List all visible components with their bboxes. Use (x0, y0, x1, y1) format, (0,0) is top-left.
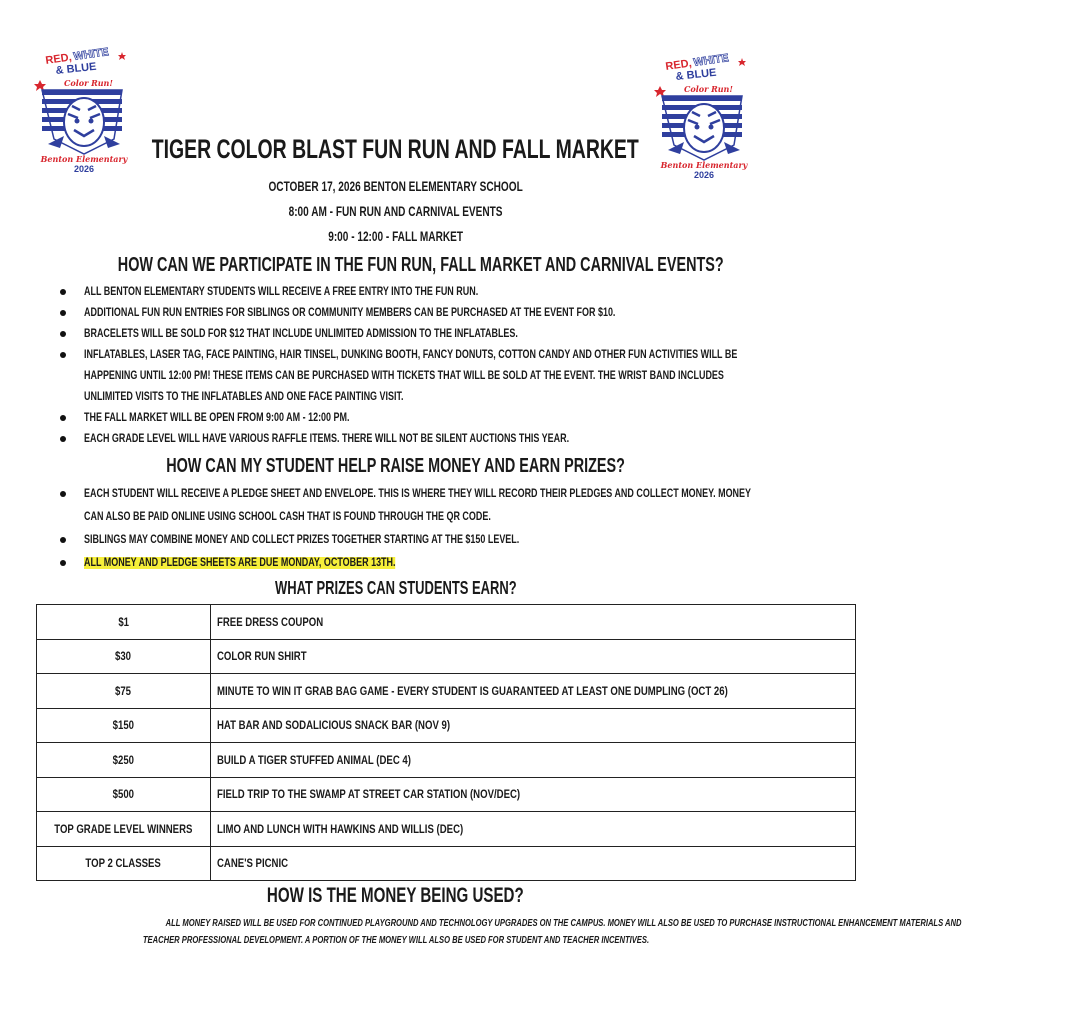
prize-amount: $30 (115, 649, 132, 664)
bullet-icon (60, 310, 66, 316)
prize-description: FREE DRESS COUPON (216, 614, 323, 629)
prize-amount: $150 (112, 718, 135, 733)
table-row (37, 812, 856, 847)
list-item: ADDITIONAL FUN RUN ENTRIES FOR SIBLINGS OR COMMUNITY MEMBERS CAN BE PURCHASED AT THE EVENT FOR $10. (58, 303, 758, 324)
money-description (40, 915, 962, 949)
prize-description-cell (210, 708, 855, 743)
svg-text:WHITE: WHITE (72, 46, 110, 63)
svg-text:Benton Elementary: Benton Elementary (40, 154, 128, 164)
prize-amount-cell (37, 812, 211, 847)
list-item: BRACELETS WILL BE SOLD FOR $12 THAT INCLUDE UNLIMITED ADMISSION TO THE INFLATABLES. (58, 324, 758, 345)
svg-text:WHITE: WHITE (692, 52, 730, 69)
fun-run-time: 8:00 AM - FUN RUN AND CARNIVAL EVENTS (288, 203, 503, 219)
prize-description-cell (210, 639, 855, 674)
participate-heading: HOW CAN WE PARTICIPATE IN THE FUN RUN, FALL MARKET AND CARNIVAL EVENTS? (117, 254, 724, 276)
money-heading: HOW IS THE MONEY BEING USED? (267, 884, 524, 907)
table-row (37, 777, 856, 812)
fall-market-time: 9:00 - 12:00 - FALL MARKET (328, 228, 463, 244)
prize-description-cell (210, 777, 855, 812)
prize-description: MINUTE TO WIN IT GRAB BAG GAME - EVERY STUDENT IS GUARANTEED AT LEAST ONE DUMPLING (OCT 26) (216, 683, 728, 698)
table-row (37, 639, 856, 674)
bullet-icon (60, 491, 66, 497)
raise-money-list (58, 483, 758, 575)
prize-description: COLOR RUN SHIRT (216, 649, 307, 664)
money-heading-wrap (0, 884, 791, 908)
event-date: OCTOBER 17, 2026 BENTON ELEMENTARY SCHOOL (268, 178, 523, 194)
svg-text:2026: 2026 (73, 164, 95, 174)
prizes-table-body (37, 605, 856, 881)
bullet-icon (60, 331, 66, 337)
prize-amount-cell (37, 777, 211, 812)
event-date-wrap (0, 178, 791, 194)
svg-text:RED,: RED, (664, 57, 693, 73)
svg-text:& BLUE: & BLUE (675, 66, 718, 83)
bullet-icon (60, 352, 66, 358)
raise-money-heading-wrap (0, 455, 791, 478)
bullet-icon (60, 289, 66, 295)
list-item (58, 552, 758, 575)
money-description-line1: ALL MONEY RAISED WILL BE USED FOR CONTINUED PLAYGROUND AND TECHNOLOGY UPGRADES ON THE CAMPUS. MONEY WILL ALSO BE USED TO PURCHASE INSTRUCTIONAL ENHANCEMENT MATERIALS AND (165, 918, 962, 929)
prize-amount: $75 (115, 683, 132, 698)
list-item: EACH STUDENT WILL RECEIVE A PLEDGE SHEET AND ENVELOPE. THIS IS WHERE THEY WILL RECORD THEIR PLEDGES AND COLLECT MONEY. MONEY CAN ALSO BE PAID ONLINE USING SCHOOL CASH THAT IS FOUND THROUGH THE QR CODE. (58, 483, 758, 529)
table-row (37, 743, 856, 778)
page-title-wrap (0, 134, 791, 165)
svg-text:2026: 2026 (693, 170, 715, 180)
list-item: SIBLINGS MAY COMBINE MONEY AND COLLECT PRIZES TOGETHER STARTING AT THE $150 LEVEL. (58, 529, 758, 552)
prize-description: HAT BAR AND SODALICIOUS SNACK BAR (NOV 9) (216, 718, 450, 733)
page-title: TIGER COLOR BLAST FUN RUN AND FALL MARKET (151, 134, 640, 164)
table-row (37, 605, 856, 640)
table-row (37, 846, 856, 881)
svg-text:Color Run!: Color Run! (684, 84, 733, 94)
bullet-icon (60, 537, 66, 543)
prize-amount-cell (37, 639, 211, 674)
prizes-heading-wrap (0, 578, 791, 599)
table-row (37, 674, 856, 709)
prize-amount: TOP GRADE LEVEL WINNERS (54, 821, 193, 836)
prize-amount-cell (37, 605, 211, 640)
prize-description: CANE'S PICNIC (216, 856, 288, 871)
prize-description-cell (210, 743, 855, 778)
prize-amount-cell (37, 743, 211, 778)
prize-amount: $1 (118, 614, 129, 629)
bullet-icon (60, 560, 66, 566)
list-item: EACH GRADE LEVEL WILL HAVE VARIOUS RAFFLE ITEMS. THERE WILL NOT BE SILENT AUCTIONS THIS YEAR. (58, 429, 758, 450)
bullet-icon (60, 436, 66, 442)
prize-amount-cell (37, 674, 211, 709)
prize-amount: $500 (112, 787, 135, 802)
prize-description: FIELD TRIP TO THE SWAMP AT STREET CAR STATION (NOV/DEC) (216, 787, 520, 802)
prize-amount: TOP 2 CLASSES (85, 856, 162, 871)
raise-money-heading: HOW CAN MY STUDENT HELP RAISE MONEY AND EARN PRIZES? (166, 455, 625, 477)
fall-market-time-wrap (0, 228, 791, 244)
prizes-heading: WHAT PRIZES CAN STUDENTS EARN? (274, 578, 517, 598)
svg-text:RED,: RED, (44, 51, 73, 67)
money-description-line2: TEACHER PROFESSIONAL DEVELOPMENT. A PORTION OF THE MONEY WILL ALSO BE USED FOR STUDENT AND TEACHER INCENTIVES. (142, 935, 649, 946)
svg-text:& BLUE: & BLUE (55, 60, 98, 77)
table-row (37, 708, 856, 743)
bullet-icon (60, 415, 66, 421)
list-item: INFLATABLES, LASER TAG, FACE PAINTING, HAIR TINSEL, DUNKING BOOTH, FANCY DONUTS, COTTON CANDY AND OTHER FUN ACTIVITIES WILL BE HAPPENING UNTIL 12:00 PM! THESE ITEMS CAN BE PURCHASED WITH TICKETS THAT WILL BE SOLD AT THE EVENT. THE WRIST BAND INCLUDES UNLIMITED VISITS TO THE INFLATABLES AND ONE FACE PAINTING VISIT. (58, 345, 758, 408)
participate-list (58, 282, 758, 450)
prize-amount-cell (37, 708, 211, 743)
prize-description-cell (210, 674, 855, 709)
prize-description: BUILD A TIGER STUFFED ANIMAL (DEC 4) (216, 752, 411, 767)
list-item: ALL BENTON ELEMENTARY STUDENTS WILL RECEIVE A FREE ENTRY INTO THE FUN RUN. (58, 282, 758, 303)
participate-heading-wrap (0, 254, 791, 277)
prize-description: LIMO AND LUNCH WITH HAWKINS AND WILLIS (DEC) (216, 821, 463, 836)
prize-amount: $250 (112, 752, 135, 767)
prizes-table (36, 604, 856, 881)
prize-description-cell (210, 846, 855, 881)
prize-amount-cell (37, 846, 211, 881)
prize-description-cell (210, 605, 855, 640)
svg-text:Color Run!: Color Run! (64, 78, 113, 88)
svg-text:Benton Elementary: Benton Elementary (660, 160, 748, 170)
list-item: THE FALL MARKET WILL BE OPEN FROM 9:00 AM - 12:00 PM. (58, 408, 758, 429)
prize-description-cell (210, 812, 855, 847)
fun-run-time-wrap (0, 203, 791, 219)
due-date-highlight: ALL MONEY AND PLEDGE SHEETS ARE DUE MONDAY, OCTOBER 13TH. (84, 557, 396, 569)
